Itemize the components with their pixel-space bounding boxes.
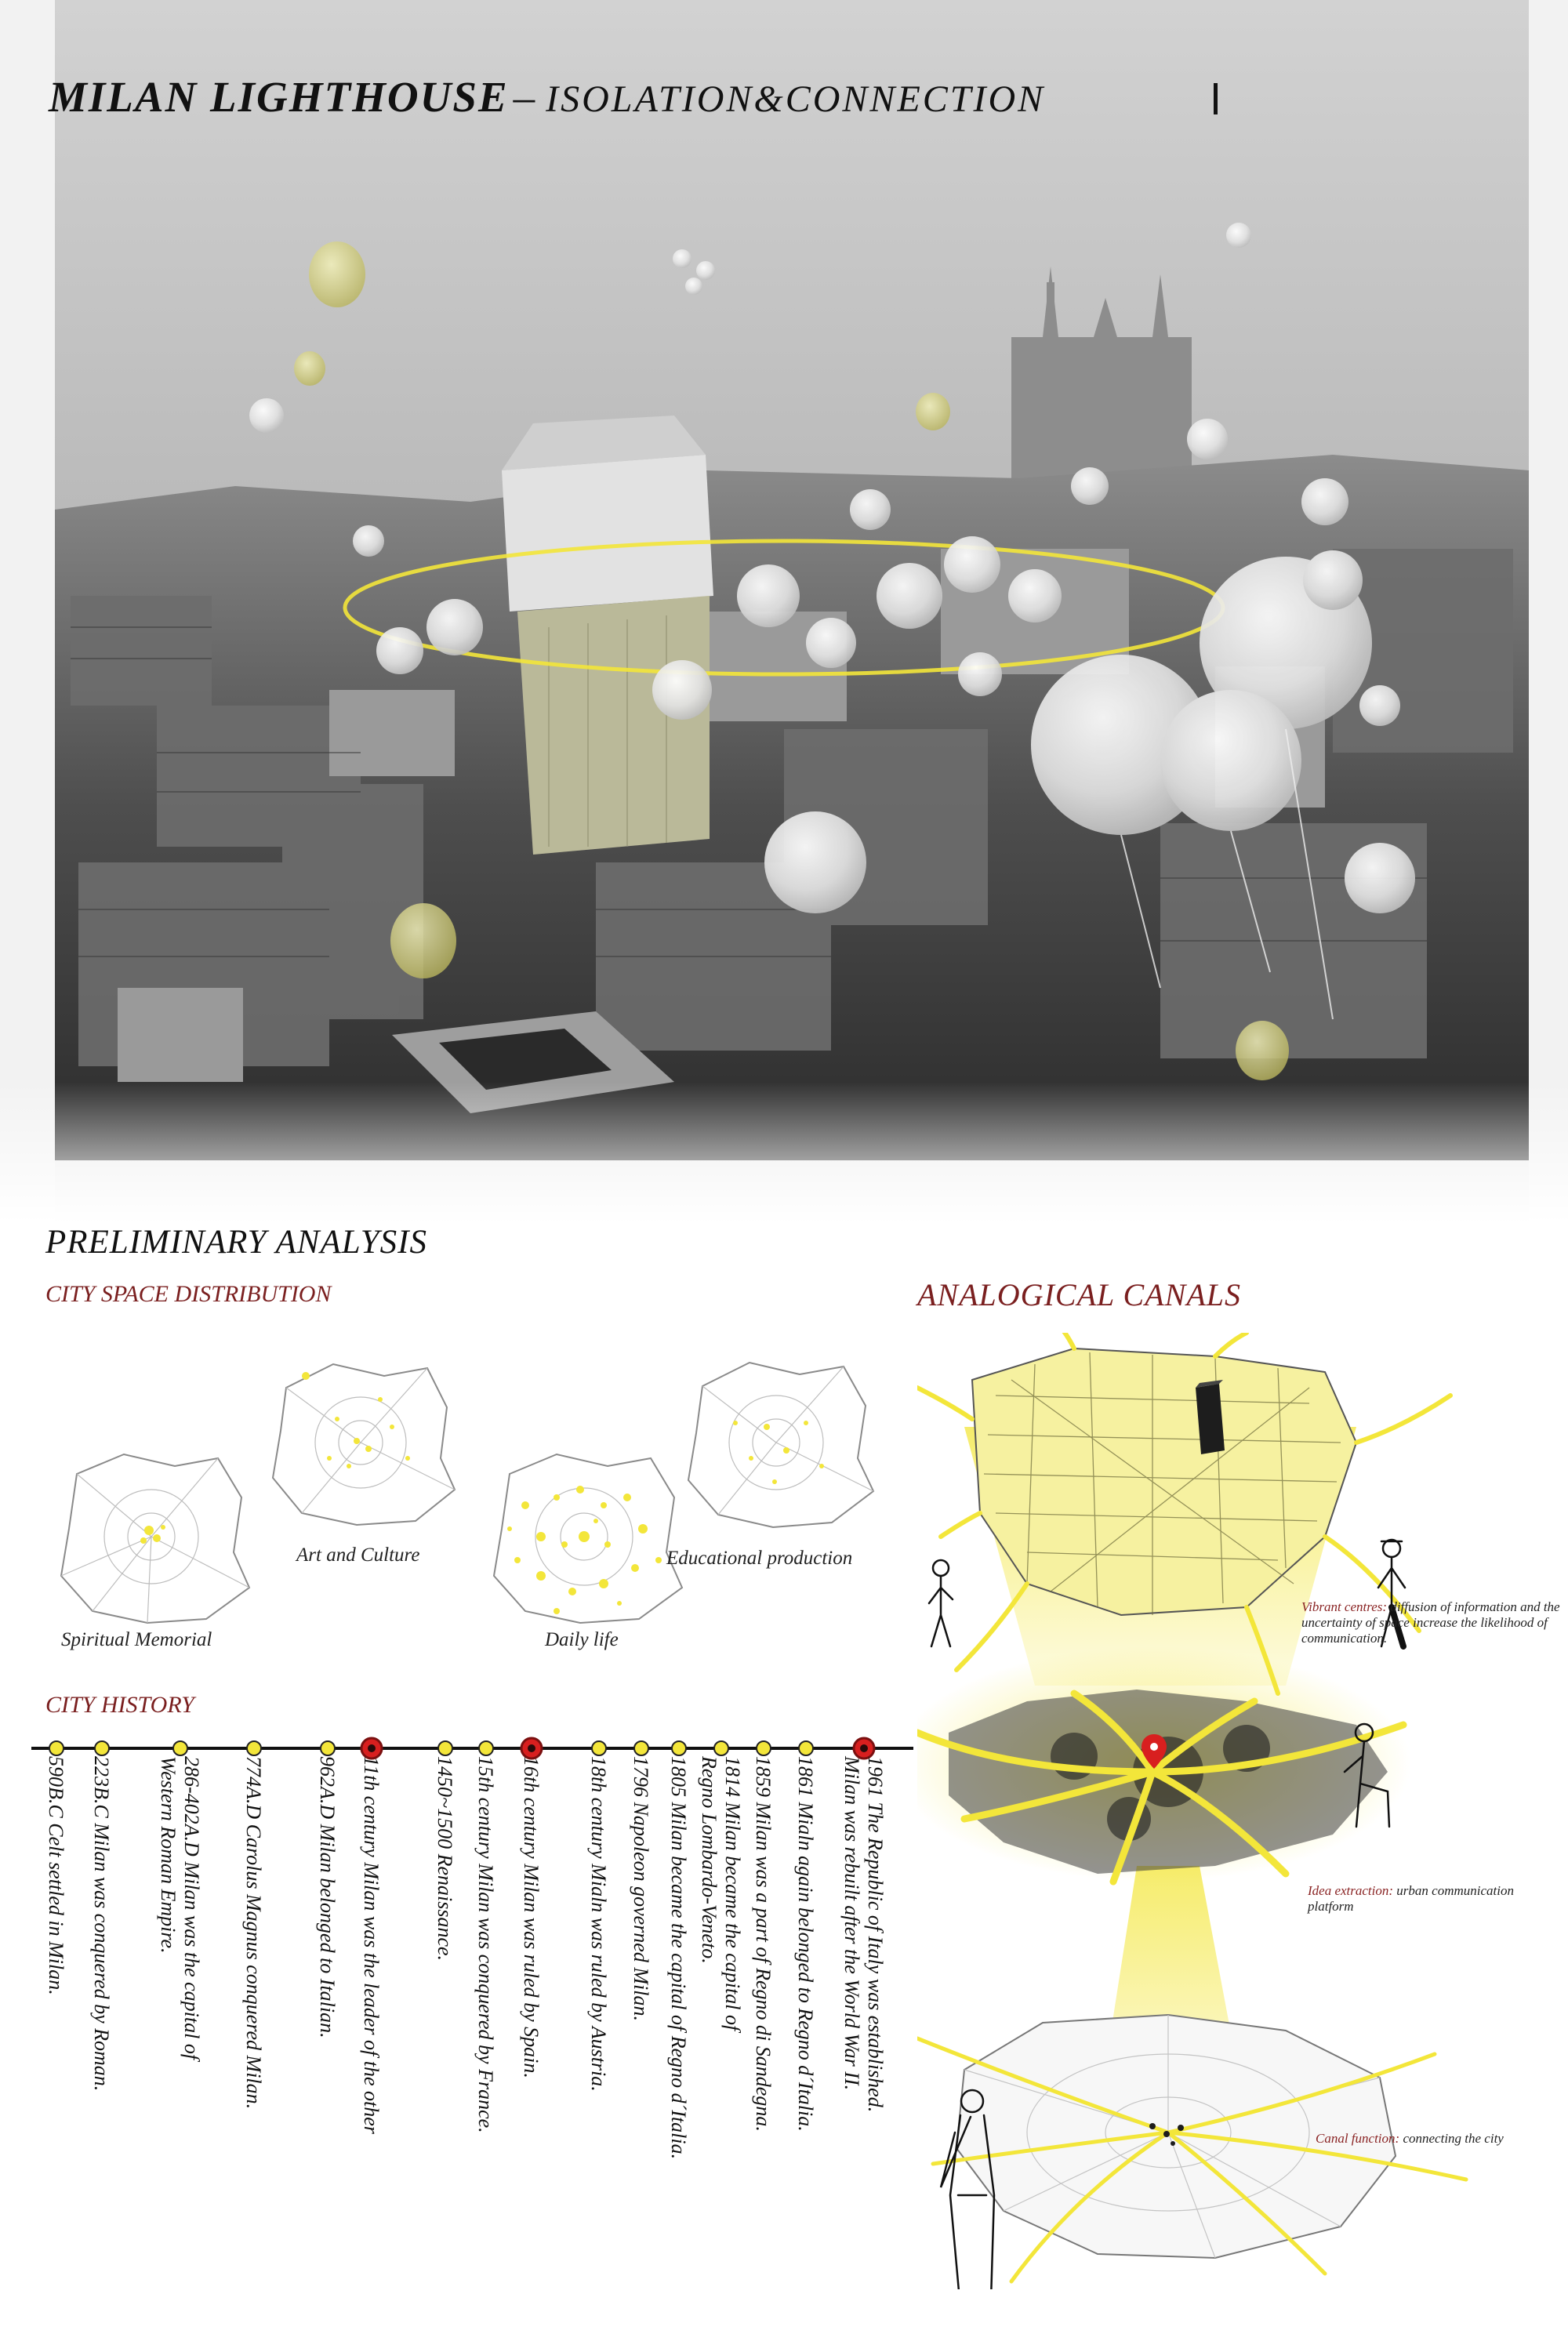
note-idea-key: Idea extraction: <box>1308 1883 1394 1898</box>
timeline-marker <box>672 1741 686 1755</box>
timeline-entry <box>840 1756 887 2112</box>
map-label-spiritual-memorial: Spiritual Memorial <box>61 1629 212 1650</box>
timeline-marker <box>634 1741 648 1755</box>
map-spiritual-memorial <box>45 1443 257 1631</box>
timeline-marker <box>438 1741 452 1755</box>
timeline-entry <box>241 1756 265 2109</box>
city-history-heading: CITY HISTORY <box>45 1692 194 1718</box>
map-daily-life <box>478 1443 690 1631</box>
timeline-entry-line: Milan was rebuilt after the World War II. <box>840 1756 863 2091</box>
timeline-entry-line: 590B.C Celt settled in Milan. <box>45 1756 67 1995</box>
note-canal-text: connecting the city <box>1403 2131 1504 2146</box>
timeline-marker <box>799 1741 813 1755</box>
title-dash: – <box>513 73 535 121</box>
timeline-entry <box>474 1756 497 2133</box>
timeline-entry <box>359 1756 383 2134</box>
timeline-entry <box>697 1756 744 2031</box>
poster-title <box>49 72 1045 122</box>
analogical-canals-heading: ANALOGICAL CANALS <box>917 1277 1241 1312</box>
note-vibrant-key: Vibrant centres: <box>1301 1599 1388 1614</box>
timeline-entry-line: 774A.D Carolus Magnus conquered Milan. <box>242 1756 265 2110</box>
timeline-marker <box>95 1741 109 1755</box>
note-idea-extraction <box>1308 1883 1559 1915</box>
timeline-entry <box>793 1756 817 2132</box>
timeline-entry-line: 1859 Milan was a part of Regno di Sandegna. <box>752 1756 775 2132</box>
note-canal-function <box>1316 2131 1559 2147</box>
idea-extraction-map <box>917 1646 1411 1882</box>
preliminary-analysis-heading: PRELIMINARY ANALYSIS <box>45 1224 427 1261</box>
timeline-entry <box>89 1756 113 2091</box>
timeline-entry-line: 1961 The Republic of Italy was established. <box>864 1756 887 2113</box>
note-vibrant-centres <box>1301 1599 1560 1646</box>
timeline-marker-core <box>860 1744 868 1752</box>
timeline-entry-line: Western Roman Empire. <box>157 1756 180 1954</box>
timeline-marker <box>321 1741 335 1755</box>
timeline-marker <box>479 1741 493 1755</box>
timeline-entry-line: 15th century Milan was conquered by France. <box>474 1756 497 2133</box>
note-vibrant-text: diffusion of information and the uncertainty of space increase the likelihood of communication. <box>1301 1599 1560 1646</box>
note-idea-text: urban communication platform <box>1308 1883 1514 1914</box>
timeline-entry-line: 16th century Milan was ruled by Spain. <box>520 1756 543 2078</box>
map-art-and-culture <box>259 1348 463 1537</box>
canal-function-city-map <box>917 2015 1466 2281</box>
timeline-entry-line: 223B.C Milan was conquered by Roman. <box>90 1756 113 2092</box>
map-educational-production <box>673 1348 884 1537</box>
timeline-entry <box>586 1756 610 2092</box>
timeline-marker <box>247 1741 261 1755</box>
city-history-timeline <box>31 1725 925 2352</box>
map-label-art-and-culture: Art and Culture <box>296 1544 420 1566</box>
timeline-marker <box>49 1741 64 1755</box>
title-main: MILAN LIGHTHOUSE <box>49 73 509 121</box>
timeline-entry-line: 18th century Mialn was ruled by Austria. <box>587 1756 610 2092</box>
timeline-entry <box>666 1756 690 2159</box>
title-divider <box>1214 83 1218 114</box>
map-label-educational-production: Educational production <box>666 1548 853 1569</box>
timeline-entry <box>433 1756 456 1961</box>
timeline-entry-line: 1796 Napoleon governed Milan. <box>630 1756 652 2021</box>
timeline-entry <box>519 1756 543 2078</box>
timeline-entry <box>315 1756 339 2038</box>
timeline-entry <box>44 1756 67 1995</box>
timeline-entry <box>156 1756 203 2060</box>
timeline-marker <box>592 1741 606 1755</box>
figure-standing-left <box>929 1560 953 1646</box>
timeline-marker <box>173 1741 187 1755</box>
timeline-entry-line: 1814 Milan became the capital of <box>721 1756 744 2031</box>
timeline-entry-line: 11th century Milan was the leader of the other <box>360 1756 383 2134</box>
timeline-entry-line: 1861 Mialn again belonged to Regno d´Italia. <box>794 1756 817 2132</box>
timeline-entry <box>629 1756 652 2021</box>
title-subtitle: ISOLATION&CONNECTION <box>546 78 1046 120</box>
note-canal-key: Canal function: <box>1316 2131 1400 2146</box>
timeline-entry-line: Regno Lombardo-Veneto. <box>698 1756 720 1964</box>
timeline-entry-line: 1450~1500 Renaissance. <box>434 1756 456 1962</box>
timeline-marker <box>714 1741 728 1755</box>
timeline-entry-line: 1805 Milan became the capital of Regno d´Italia. <box>667 1756 690 2160</box>
timeline-marker-core <box>368 1744 376 1752</box>
timeline-entry-line: 962A.D Milan belonged to Italian. <box>316 1756 339 2038</box>
timeline-marker-core <box>528 1744 535 1752</box>
timeline-entry <box>751 1756 775 2132</box>
timeline-entry-line: 286-402A.D Milan was the capital of <box>180 1756 203 2060</box>
map-label-daily-life: Daily life <box>545 1629 619 1650</box>
city-space-distribution-heading: CITY SPACE DISTRIBUTION <box>45 1281 332 1307</box>
timeline-marker <box>757 1741 771 1755</box>
